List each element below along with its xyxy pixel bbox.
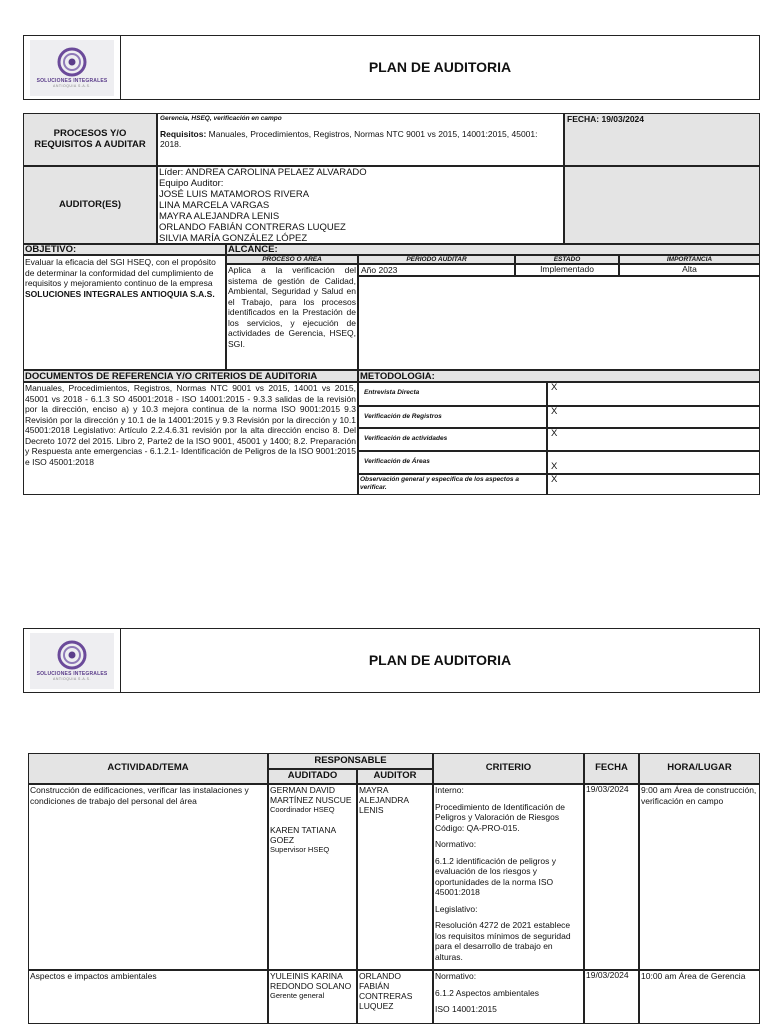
requisitos-text: Manuales, Procedimientos, Registros, Normas NTC 9001 vs 2015, 14001:2015, 45001: 2018. [160, 129, 538, 150]
criterio-line: Normativo: [435, 839, 477, 849]
metodologia-mark: X [547, 474, 760, 495]
auditado-name: YULEINIS KARINA REDONDO SOLANO [270, 971, 352, 991]
objetivo-text-cell [23, 255, 226, 370]
page-header-1 [23, 35, 760, 100]
criterio-line: ISO 14001:2015 [435, 1004, 497, 1014]
logo-brand-sub: ANTIOQUIA S.A.S. [53, 84, 91, 89]
docs-text: Manuales, Procedimientos, Registros, Normas NTC 9001 vs 2015, 14001 vs 2015, 45001 vs 2018 - 6.1.3 SO 45001:2018 - ISO 14001:2015 - 9.3.3 salidas de la revisión por la dirección, enciso a) y 10.3 mejora continua de la norma ISO 9001:2015 9.3 Revisión por la dirección y 10.1 de la 14001:2015 y 9.3 Revisión por la dirección y 10.1 45001:2018 Legislativo: Artículo 2.2.4.6.31 revisión por la alta dirección enciso 8. Del Decreto 1072 del 2015. Libro 2, Parte2 de la ISO 9001, 45001 y 1400; 8.2. Preparación y Respuesta ante emergencias - 6.1.2.1- Identificación de Peligros de la ISO 9001:2015 e ISO 45001:2018 [23, 382, 358, 495]
row1-hora: 9:00 am Área de construcción, verificación en campo [639, 784, 760, 970]
metodologia-item: Entrevista Directa [358, 382, 547, 406]
objetivo-company: SOLUCIONES INTEGRALES ANTIOQUIA S.A.S. [25, 288, 215, 299]
logo-brand-sub: ANTIOQUIA S.A.S. [53, 677, 91, 682]
alcance-label: ALCANCE: [226, 244, 760, 255]
metodologia-item: Verificación de Registros [358, 406, 547, 428]
row2-actividad: Aspectos e impactos ambientales [28, 970, 268, 1024]
objetivo-text: Evaluar la eficacia del SGI HSEQ, con el propósito de determinar la conformidad del cumplimiento de requisitos y mejoramiento continuo de la empresa [25, 257, 216, 288]
row2-fecha: 19/03/2024 [584, 970, 639, 1024]
header-fecha: FECHA [584, 753, 639, 784]
criterio-line: Interno: [435, 785, 464, 795]
auditor-line: SILVIA MARÍA GONZÁLEZ LÓPEZ [159, 233, 308, 244]
row1-auditado [268, 784, 357, 970]
procesos-label: PROCESOS Y/O REQUISITOS A AUDITAR [23, 113, 157, 166]
procesos-line1: Gerencia, HSEQ, verificación en campo [160, 115, 282, 122]
row2-auditor: ORLANDO FABIÁN CONTRERAS LUQUEZ [357, 970, 433, 1024]
metodologia-mark: X [547, 406, 760, 428]
page-title: PLAN DE AUDITORIA [368, 59, 512, 76]
header-actividad: ACTIVIDAD/TEMA [28, 753, 268, 784]
metodologia-label: METODOLOGIA: [358, 370, 760, 382]
auditor-line: MAYRA ALEJANDRA LENIS [159, 211, 280, 222]
docs-label: DOCUMENTOS DE REFERENCIA Y/O CRITERIOS DE AUDITORIA [23, 370, 358, 382]
row1-criterio [433, 784, 584, 970]
auditor-line: Equipo Auditor: [159, 178, 224, 189]
alcance-proceso: Aplica a la verificación del sistema de gestión de Calidad, Ambiental, Seguridad y Salud en el Trabajo, para los procesos identificados en la Prestación de los servicios, y ejecución de actividades de Gerencia, HSEQ, SGI. [226, 264, 358, 370]
logo-cell [24, 36, 121, 99]
auditor-line: LINA MARCELA VARGAS [159, 200, 270, 211]
metodologia-item: Observación general y especifica de los aspectos a verificar. [358, 474, 547, 495]
company-logo [30, 633, 114, 689]
auditado-name: KAREN TATIANA GOEZ [270, 825, 336, 845]
auditores-empty-cell [564, 166, 760, 244]
metodologia-mark: X [547, 428, 760, 451]
metodologia-item: Verificación de actividades [358, 428, 547, 451]
alcance-periodo: Año 2023 [358, 264, 515, 276]
auditado-role: Gerente general [270, 991, 325, 1000]
row1-fecha: 19/03/2024 [584, 784, 639, 970]
criterio-line: Resolución 4272 de 2021 establece los requisitos mínimos de seguridad para el desarrollo de trabajo en alturas. [435, 920, 571, 962]
procesos-content [157, 113, 564, 166]
objetivo-label: OBJETIVO: [23, 244, 226, 255]
header-auditor: AUDITOR [357, 769, 433, 784]
row2-auditado [268, 970, 357, 1024]
criterio-line: 6.1.2 Aspectos ambientales [435, 987, 539, 998]
auditor-line: JOSÉ LUIS MATAMOROS RIVERA [159, 189, 310, 200]
row1-auditor: MAYRA ALEJANDRA LENIS [357, 784, 433, 970]
auditado-role: Supervisor HSEQ [270, 845, 330, 854]
fecha-cell: FECHA: 19/03/2024 [564, 113, 760, 166]
row1-actividad: Construcción de edificaciones, verificar las instalaciones y condiciones de trabajo del personal del área [28, 784, 268, 970]
logo-mark-icon [57, 640, 87, 670]
metodologia-mark: X [547, 451, 760, 474]
metodologia-mark: X [547, 382, 760, 406]
alcance-header-proceso: PROCESO O ÁREA [226, 255, 358, 264]
page-title-2: PLAN DE AUDITORIA [368, 652, 512, 669]
alcance-header-periodo: PERIODO AUDITAR [358, 255, 515, 264]
header-auditado: AUDITADO [268, 769, 357, 784]
criterio-line: 6.1.2 identificación de peligros y evaluación de los riesgos y oportunidades de la norma ISO 45001:2018 [435, 855, 556, 897]
criterio-line: Normativo: [435, 971, 477, 981]
header-hora-lugar: HORA/LUGAR [639, 753, 760, 784]
alcance-header-importancia: IMPORTANCIA [619, 255, 760, 264]
logo-mark-icon [57, 47, 87, 77]
row2-criterio [433, 970, 584, 1024]
auditor-line: Líder: ANDREA CAROLINA PELAEZ ALVARADO [159, 167, 367, 178]
criterio-line: Procedimiento de Identificación de Peligros y Valoración de Riesgos Código: QA-PRO-015. [435, 801, 565, 833]
auditor-line: ORLANDO FABIÁN CONTRERAS LUQUEZ [159, 222, 346, 233]
metodologia-item: Verificación de Áreas [358, 451, 547, 474]
company-logo [30, 40, 114, 96]
logo-brand-name: SOLUCIONES INTEGRALES [36, 77, 108, 84]
page-header-2 [23, 628, 760, 693]
alcance-header-estado: ESTADO [515, 255, 619, 264]
header-responsable: RESPONSABLE [268, 753, 433, 769]
auditores-label: AUDITOR(ES) [23, 166, 157, 244]
auditado-name: GERMAN DAVID MARTÍNEZ NUSCUE [270, 785, 352, 805]
row2-hora: 10:00 am Área de Gerencia [639, 970, 760, 1024]
alcance-empty-area [358, 276, 760, 370]
alcance-importancia: Alta [619, 264, 760, 276]
requisitos-label: Requisitos: [160, 129, 207, 140]
header-criterio: CRITERIO [433, 753, 584, 784]
logo-brand-name: SOLUCIONES INTEGRALES [36, 670, 108, 677]
auditores-list [157, 166, 564, 244]
procesos-requisitos [160, 130, 561, 150]
criterio-line: Legislativo: [435, 903, 478, 914]
auditado-role: Coordinador HSEQ [270, 805, 335, 814]
alcance-estado: Implementado [515, 264, 619, 276]
logo-cell [24, 629, 121, 692]
